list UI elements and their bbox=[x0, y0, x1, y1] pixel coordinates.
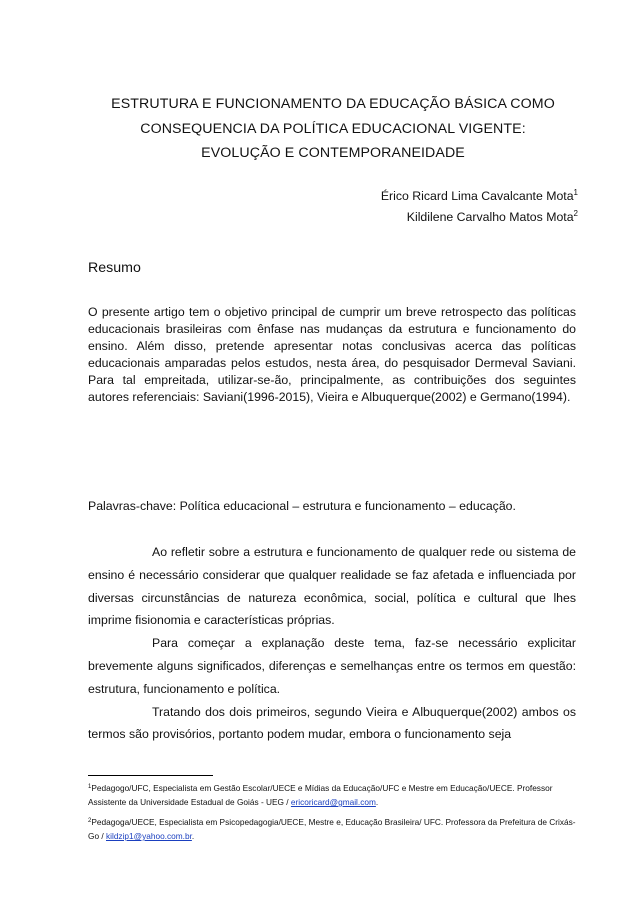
title-line-2: CONSEQUENCIA DA POLÍTICA EDUCACIONAL VIGENTE: bbox=[140, 120, 526, 137]
footnote-mark: 2 bbox=[573, 209, 578, 218]
author-name: Érico Ricard Lima Cavalcante Mota bbox=[380, 189, 574, 203]
body-paragraph: Tratando dos dois primeiros, segundo Vieira e Albuquerque(2002) ambos os termos são provisórios, portanto podem mudar, embora o funcionamento seja bbox=[88, 704, 576, 742]
author-2 bbox=[381, 207, 578, 228]
author-name: Kildilene Carvalho Matos Mota bbox=[406, 210, 574, 224]
footnote-1 bbox=[88, 781, 578, 809]
footnote-mark: 1 bbox=[573, 188, 578, 197]
title-line-1: ESTRUTURA E FUNCIONAMENTO DA EDUCAÇÃO BÁSICA COMO bbox=[111, 96, 555, 112]
footnote-text: Pedagoga/UECE, Especialista em Psicopedagogia/UECE, Mestre e, Educação Brasileira/ UFC. Professora da Prefeitura de Crixás-Go / bbox=[88, 817, 576, 841]
keywords: Palavras-chave: Política educacional – estrutura e funcionamento – educação. bbox=[88, 499, 516, 513]
footnote-2 bbox=[88, 815, 578, 843]
footnote-number: 1 bbox=[88, 784, 92, 790]
title-line-3: EVOLUÇÃO E CONTEMPORANEIDADE bbox=[201, 145, 465, 162]
email-link[interactable]: ericoricard@gmail.com bbox=[290, 797, 376, 807]
footnote-text: Pedagogo/UFC, Especialista em Gestão Escolar/UECE e Mídias da Educação/UFC e Mestre em Educação/UECE. Professor Assistente da Universidade Estadual de Goiás - UEG / bbox=[88, 783, 553, 807]
body-text bbox=[88, 541, 576, 746]
footnote-separator bbox=[88, 775, 213, 776]
footnote-tail: . bbox=[191, 831, 195, 841]
body-paragraph: Para começar a explanação deste tema, faz-se necessário explicitar brevemente alguns significados, diferenças e semelhanças entre os termos em questão: estrutura, funcionamento e política. bbox=[88, 636, 576, 696]
footnotes bbox=[88, 781, 578, 843]
author-1 bbox=[381, 186, 578, 207]
author-list bbox=[381, 186, 578, 228]
paper-title bbox=[80, 92, 586, 166]
body-paragraph: Ao refletir sobre a estrutura e funcionamento de qualquer rede ou sistema de ensino é necessário considerar que qualquer realidade se faz afetada e influenciada por diversas circunstâncias de natureza econômica, social, política e cultural que lhes imprime fisionomia e características próprias. bbox=[88, 545, 576, 628]
footnote-number: 2 bbox=[88, 818, 92, 824]
abstract-text: O presente artigo tem o objetivo principal de cumprir um breve retrospecto das políticas educacionais brasileiras com ênfase nas mudanças da estrutura e funcionamento do ensino. Além disso, pretende apresentar notas conclusivas acerca das políticas educacionais amparadas pelos estudos, nesta área, do pesquisador Dermeval Saviani. Para tal empreitada, utilizar-se-ão, principalmente, as contribuições dos seguintes autores referenciais: Saviani(1996-2015), Vieira e Albuquerque(2002) e Germano(1994). bbox=[88, 305, 576, 404]
email-link[interactable]: kildzip1@yahoo.com.br bbox=[105, 831, 192, 841]
footnote-tail: . bbox=[375, 797, 379, 807]
abstract-heading: Resumo bbox=[88, 260, 141, 276]
